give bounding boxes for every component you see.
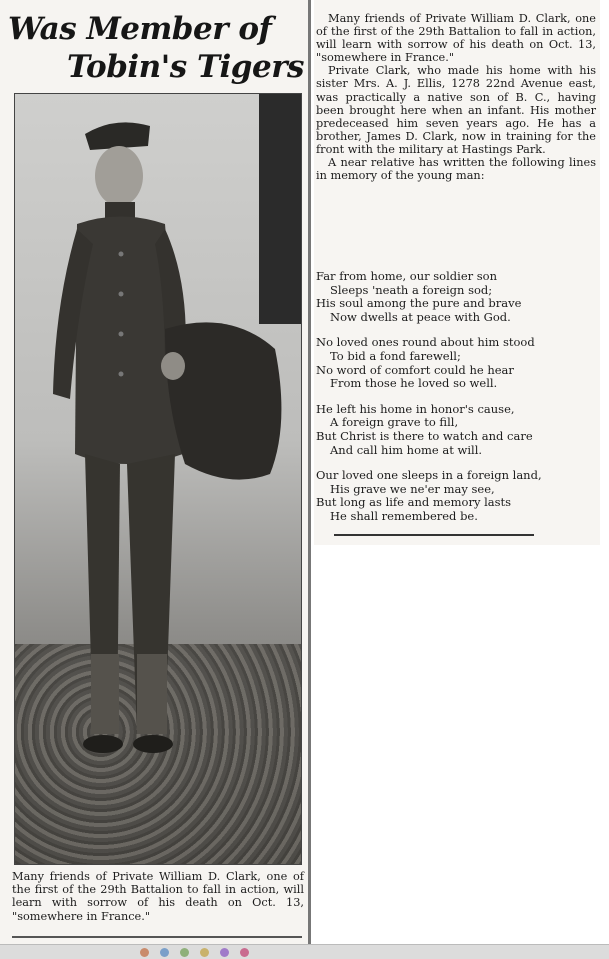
headline xyxy=(8,10,306,86)
section-rule xyxy=(334,534,534,536)
poem-line: His grave we ne'er may see, xyxy=(330,481,495,496)
poem-line: From those he loved so well. xyxy=(330,376,498,391)
poem-line: No loved ones round about him stood xyxy=(316,335,535,350)
poem-stanza-3 xyxy=(316,403,598,457)
poem-line: Our loved one sleeps in a foreign land, xyxy=(316,468,542,483)
poem-line: To bid a fond farewell; xyxy=(330,348,461,363)
poem-stanza-2 xyxy=(316,336,598,390)
poem-line: And call him home at will. xyxy=(330,442,483,457)
headline-line-1: Was Member of xyxy=(8,11,272,47)
soldier-figure xyxy=(15,94,301,864)
poem-stanza-4 xyxy=(316,469,598,523)
poem-line: But Christ is there to watch and care xyxy=(316,428,533,443)
poem-line: Now dwells at peace with God. xyxy=(330,309,511,324)
poem-line: A foreign grave to fill, xyxy=(330,415,459,430)
headline-line-2: Tobin's Tigers xyxy=(67,49,304,85)
taskbar-icon[interactable] xyxy=(200,948,209,957)
poem-line: No word of comfort could he hear xyxy=(316,362,514,377)
article-paragraph-3: A near relative has written the following lines in memory of the young man: xyxy=(316,156,596,183)
poem-line: He left his home in honor's cause, xyxy=(316,401,515,416)
poem-line: But long as life and memory lasts xyxy=(316,495,512,510)
left-column xyxy=(0,0,308,944)
taskbar-icon[interactable] xyxy=(220,948,229,957)
taskbar-icon[interactable] xyxy=(180,948,189,957)
article-paragraph-1: Many friends of Private William D. Clark, one of the first of the 29th Battalion to fall in action, will learn with sorrow of his death on Oct. 13, "somewhere in France." xyxy=(316,12,596,65)
article-paragraph-2: Private Clark, who made his home with his sister Mrs. A. J. Ellis, 1278 22nd Avenue east, was practically a native son of B. C., having been brought here when an infant. His mother predeceased him seven years ago. He has a brother, James D. Clark, now in training for the front with the military at Hastings Park. xyxy=(316,64,596,156)
caption-divider xyxy=(12,936,302,938)
poem-line: Sleeps 'neath a foreign sod; xyxy=(330,282,493,297)
photo-caption: Many friends of Private William D. Clark, one of the first of the 29th Battalion to fall in action, will learn with sorrow of his death on Oct. 13, "somewhere in France." xyxy=(12,870,304,923)
soldier-photo xyxy=(14,93,302,865)
memorial-poem xyxy=(316,270,598,536)
article-body xyxy=(316,12,596,182)
poem-line: His soul among the pure and brave xyxy=(316,296,522,311)
poem-stanza-1 xyxy=(316,270,598,324)
viewer-bottom-bar xyxy=(0,944,609,959)
taskbar-icon[interactable] xyxy=(240,948,249,957)
taskbar-icon[interactable] xyxy=(140,948,149,957)
poem-line: Far from home, our soldier son xyxy=(316,269,498,283)
poem-line: He shall remembered be. xyxy=(330,508,478,523)
column-divider xyxy=(308,0,311,944)
right-column xyxy=(314,0,600,545)
taskbar-icon[interactable] xyxy=(160,948,169,957)
